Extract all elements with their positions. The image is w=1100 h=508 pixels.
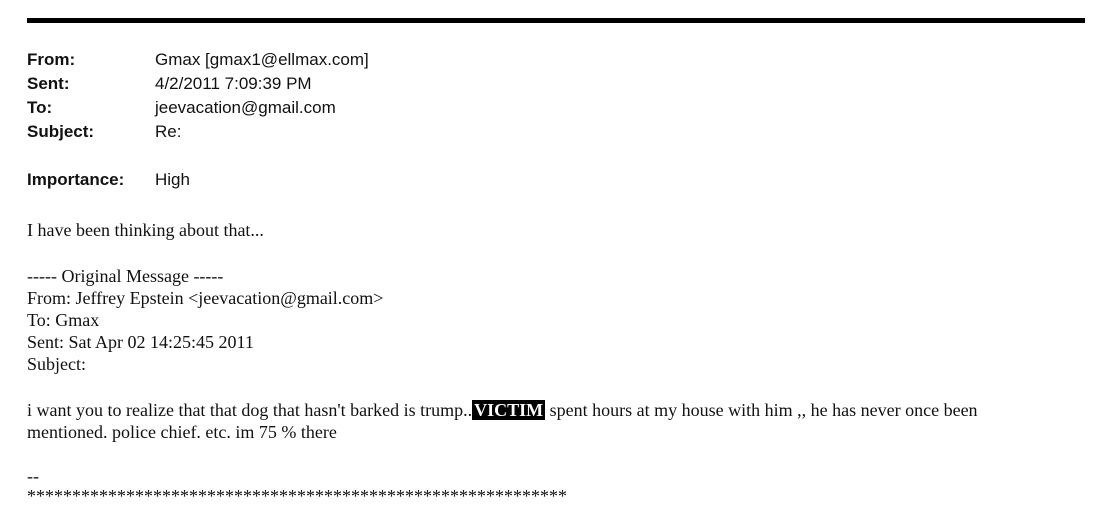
original-to: To: Gmax — [27, 310, 100, 330]
subject-value: Re: — [155, 122, 182, 141]
from-label: From: — [27, 50, 76, 69]
to-label: To: — [27, 98, 53, 117]
reply-body: I have been thinking about that... — [27, 220, 264, 240]
header-sent-row — [27, 72, 312, 96]
header-importance-row — [27, 168, 190, 192]
body-text-after: spent hours at my house with him ,, he has never once been — [549, 400, 978, 420]
redaction-box: VICTIM — [474, 400, 544, 420]
header-from-row — [27, 48, 369, 72]
original-separator: ----- Original Message ----- — [27, 266, 224, 286]
importance-label: Importance: — [27, 170, 125, 189]
original-subject: Subject: — [27, 354, 86, 374]
importance-value: High — [155, 170, 190, 189]
original-from: From: Jeffrey Epstein <jeevacation@gmail.com> — [27, 288, 384, 308]
header-subject-row — [27, 120, 181, 144]
signature-stars: ************************************************************ — [27, 486, 567, 506]
to-value: jeevacation@gmail.com — [155, 98, 336, 117]
subject-label: Subject: — [27, 122, 95, 141]
from-value: Gmax [gmax1@ellmax.com] — [155, 50, 369, 69]
body-text-before: i want you to realize that that dog that hasn't barked is trump.. — [27, 400, 473, 420]
signature-dashes: -- — [27, 466, 39, 486]
top-rule — [27, 18, 1085, 23]
sent-value: 4/2/2011 7:09:39 PM — [155, 74, 312, 93]
original-body-line-2: mentioned. police chief. etc. im 75 % there — [27, 422, 337, 442]
original-body-line-1 — [27, 399, 978, 421]
sent-label: Sent: — [27, 74, 70, 93]
header-to-row — [27, 96, 336, 120]
original-sent: Sent: Sat Apr 02 14:25:45 2011 — [27, 332, 254, 352]
